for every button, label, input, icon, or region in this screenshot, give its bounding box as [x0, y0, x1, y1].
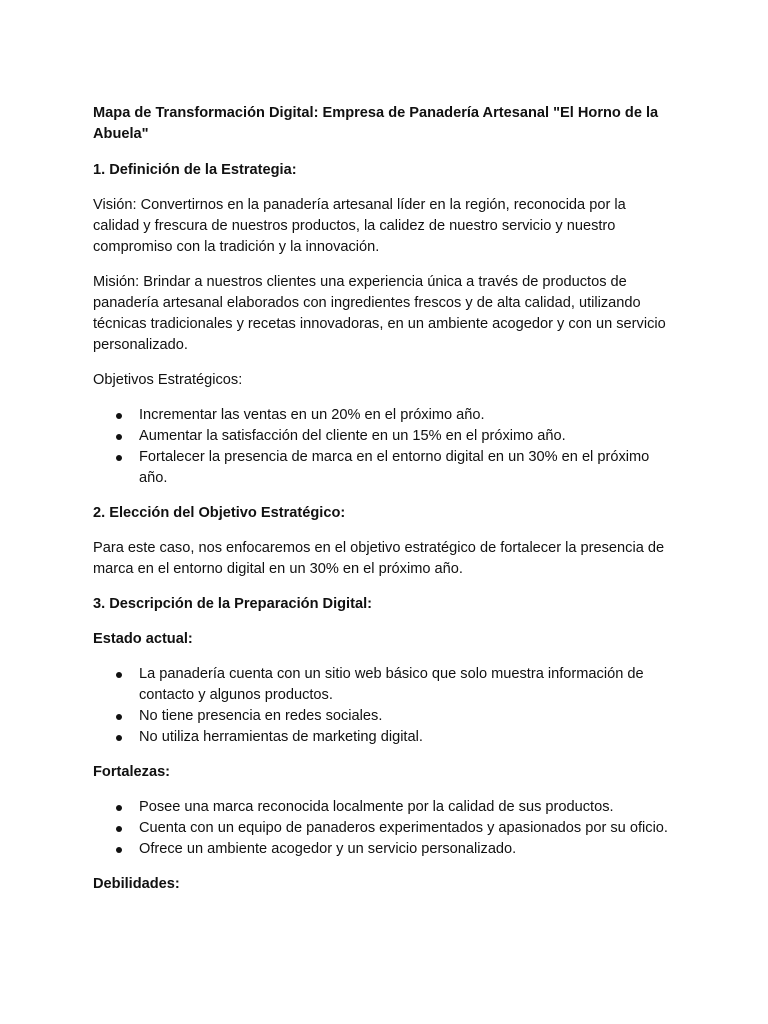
list-item-text: La panadería cuenta con un sitio web básico que solo muestra información de contacto y algunos productos.	[139, 666, 644, 703]
section-2-heading: 2. Elección del Objetivo Estratégico:	[93, 505, 346, 521]
bullet-icon	[116, 413, 122, 419]
list-item	[93, 727, 672, 748]
bullet-icon	[116, 805, 122, 811]
list-item	[93, 797, 672, 818]
list-item	[93, 664, 672, 706]
bullet-icon	[116, 826, 122, 832]
list-item-text: Cuenta con un equipo de panaderos experimentados y apasionados por su oficio.	[139, 820, 668, 836]
debilidades-heading: Debilidades:	[93, 876, 180, 892]
list-item-text: Ofrece un ambiente acogedor y un servicio personalizado.	[139, 841, 517, 857]
list-item	[93, 405, 672, 426]
mision-paragraph: Misión: Brindar a nuestros clientes una experiencia única a través de productos de panadería artesanal elaborados con ingredientes frescos y de alta calidad, utilizando técnicas tradicionales y recetas innovadoras, en un ambiente acogedor y con un servicio personalizado.	[93, 274, 666, 353]
list-item	[93, 426, 672, 447]
list-item-text: Aumentar la satisfacción del cliente en un 15% en el próximo año.	[139, 428, 566, 444]
estado-actual-list	[93, 664, 672, 748]
section-1-heading: 1. Definición de la Estrategia:	[93, 162, 297, 178]
fortalezas-heading: Fortalezas:	[93, 764, 171, 780]
section-3-heading: 3. Descripción de la Preparación Digital:	[93, 596, 372, 612]
list-item	[93, 706, 672, 727]
section-2-paragraph: Para este caso, nos enfocaremos en el objetivo estratégico de fortalecer la presencia de marca en el entorno digital en un 30% en el próximo año.	[93, 540, 665, 577]
bullet-icon	[116, 455, 122, 461]
fortalezas-list	[93, 797, 672, 860]
list-item-text: No utiliza herramientas de marketing digital.	[139, 729, 423, 745]
vision-paragraph: Visión: Convertirnos en la panadería artesanal líder en la región, reconocida por la calidad y frescura de nuestros productos, la calidez de nuestro servicio y nuestro compromiso con la tradición y la innovación.	[93, 197, 626, 255]
list-item	[93, 839, 672, 860]
document-title: Mapa de Transformación Digital: Empresa de Panadería Artesanal "El Horno de la Abuela"	[93, 105, 659, 142]
bullet-icon	[116, 735, 122, 741]
list-item	[93, 447, 672, 489]
bullet-icon	[116, 847, 122, 853]
bullet-icon	[116, 672, 122, 678]
objetivos-list	[93, 405, 672, 489]
list-item-text: Posee una marca reconocida localmente por la calidad de sus productos.	[139, 799, 614, 815]
objetivos-label: Objetivos Estratégicos:	[93, 372, 243, 388]
list-item-text: No tiene presencia en redes sociales.	[139, 708, 383, 724]
estado-actual-heading: Estado actual:	[93, 631, 193, 647]
bullet-icon	[116, 434, 122, 440]
list-item-text: Fortalecer la presencia de marca en el entorno digital en un 30% en el próximo año.	[139, 449, 650, 486]
bullet-icon	[116, 714, 122, 720]
list-item-text: Incrementar las ventas en un 20% en el próximo año.	[139, 407, 485, 423]
list-item	[93, 818, 672, 839]
